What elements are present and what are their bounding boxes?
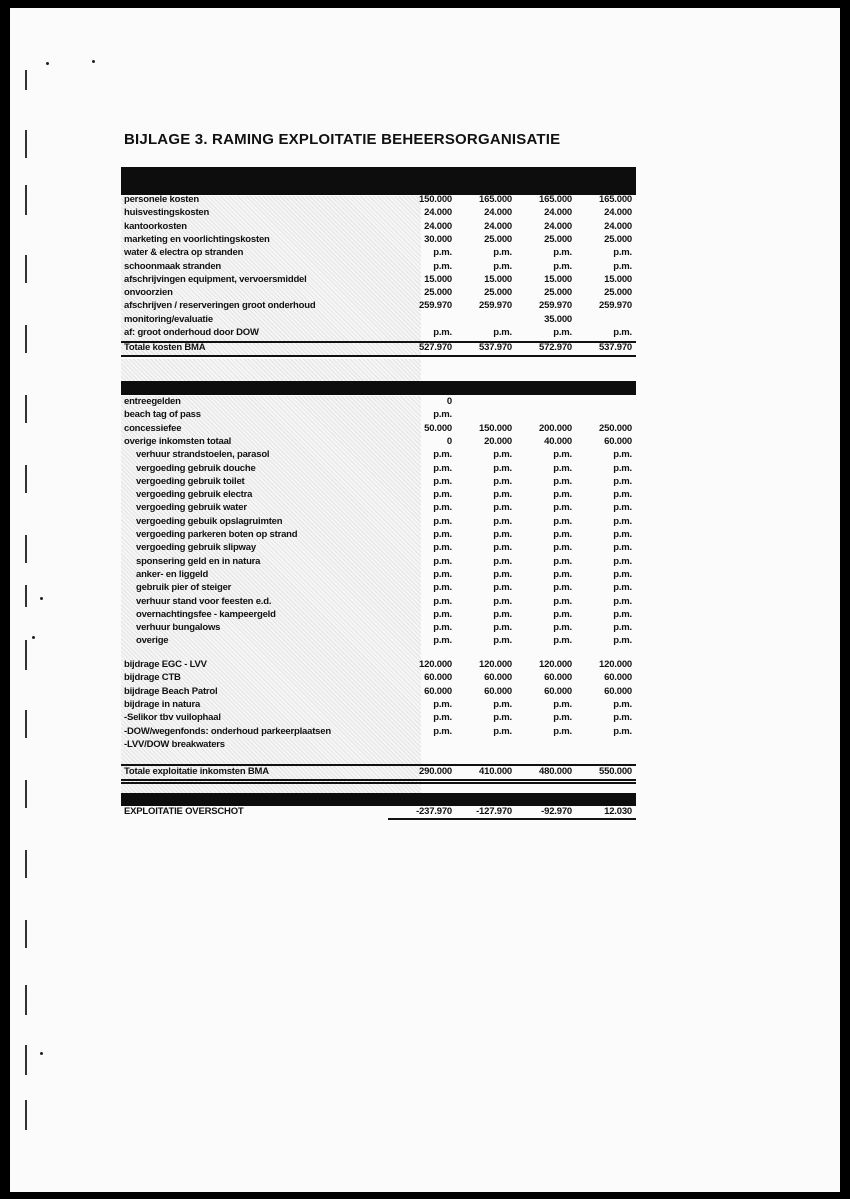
row-value: p.m. [433, 725, 452, 737]
row-value: -92.970 [541, 806, 572, 817]
row-label: af: groot onderhoud door DOW [124, 327, 259, 338]
row-value: p.m. [433, 529, 452, 540]
row-value: p.m. [433, 622, 452, 634]
row-label: entreegelden [124, 396, 181, 407]
row-label: water & electra op stranden [124, 247, 244, 259]
margin-mark [25, 640, 27, 670]
row-value: p.m. [613, 327, 632, 338]
row-value: 60.000 [604, 672, 632, 684]
row-label: vergoeding gebruik toilet [136, 475, 245, 487]
table-row [124, 582, 636, 595]
row-label: anker- en liggeld [136, 568, 209, 580]
row-value: p.m. [493, 635, 512, 647]
row-label: concessiefee [124, 422, 182, 434]
table-row [124, 686, 636, 699]
row-value: p.m. [493, 515, 512, 527]
table-row [124, 449, 636, 462]
row-value: p.m. [493, 725, 512, 737]
row-value: p.m. [493, 608, 512, 620]
row-value: p.m. [493, 489, 512, 501]
shading [121, 359, 421, 381]
row-label: -DOW/wegenfonds: onderhoud parkeerplaatsen [124, 725, 331, 737]
row-value: p.m. [553, 635, 572, 647]
row-label: bijdrage EGC - LVV [124, 659, 207, 670]
row-label: vergoeding gebruik electra [136, 489, 253, 501]
row-label: huisvestingskosten [124, 207, 210, 219]
row-value: 60.000 [424, 672, 452, 684]
row-value: p.m. [553, 555, 572, 567]
margin-mark [25, 325, 27, 353]
row-label: schoonmaak stranden [124, 260, 222, 272]
row-value: p.m. [613, 475, 632, 487]
row-value: p.m. [613, 247, 632, 259]
row-value: p.m. [433, 608, 452, 620]
row-value: 12.030 [604, 806, 632, 817]
row-value: 40.000 [544, 435, 572, 447]
row-value: 24.000 [424, 220, 452, 232]
row-value: p.m. [433, 635, 452, 647]
scan-speck [92, 60, 95, 63]
row-value: 25.000 [544, 233, 572, 245]
margin-mark [25, 395, 27, 423]
row-label: verhuur strandstoelen, parasol [136, 449, 270, 461]
row-value: 25.000 [604, 233, 632, 245]
row-value: 50.000 [424, 422, 452, 434]
row-label: verhuur bungalows [136, 622, 221, 634]
row-value: p.m. [553, 462, 572, 474]
row-value: 0 [446, 396, 452, 407]
row-value: 60.000 [604, 435, 632, 447]
row-value: p.m. [433, 542, 452, 554]
row-value: p.m. [493, 462, 512, 474]
margin-mark [25, 70, 27, 90]
row-value: 120.000 [479, 659, 512, 670]
table-row [124, 194, 636, 207]
row-value: p.m. [553, 542, 572, 554]
row-value: 250.000 [599, 422, 632, 434]
row-label: overige inkomsten totaal [124, 435, 232, 447]
row-value: 537.970 [599, 342, 632, 353]
table-row [124, 327, 636, 340]
table-row [124, 635, 636, 648]
row-label: vergoeding gebruik slipway [136, 542, 256, 554]
row-value: p.m. [553, 489, 572, 501]
row-value: p.m. [613, 260, 632, 272]
row-value: p.m. [433, 462, 452, 474]
margin-mark [25, 1045, 27, 1075]
row-value: p.m. [553, 608, 572, 620]
row-value: p.m. [433, 475, 452, 487]
margin-mark [25, 185, 27, 215]
row-value: p.m. [433, 247, 452, 259]
row-label: EXPLOITATIE OVERSCHOT [124, 806, 244, 817]
margin-mark [25, 850, 27, 878]
table-row [124, 726, 636, 739]
row-value: p.m. [553, 475, 572, 487]
row-value: p.m. [493, 449, 512, 461]
table-row [124, 274, 636, 287]
table-row [124, 436, 636, 449]
row-value: p.m. [553, 698, 572, 710]
row-value: p.m. [553, 725, 572, 737]
row-value: p.m. [433, 502, 452, 514]
row-label: afschrijven / reserveringen groot onderhoud [124, 300, 316, 312]
row-value: p.m. [613, 698, 632, 710]
scan-speck [46, 62, 49, 65]
margin-mark [25, 255, 27, 283]
row-value: 550.000 [599, 766, 632, 777]
row-value: p.m. [613, 515, 632, 527]
row-value: p.m. [433, 582, 452, 594]
income-total-rule [121, 782, 636, 784]
income-total-row [124, 766, 636, 779]
row-value: p.m. [493, 542, 512, 554]
row-value: p.m. [553, 529, 572, 540]
row-value: p.m. [433, 595, 452, 607]
row-value: 60.000 [544, 672, 572, 684]
row-value: p.m. [433, 555, 452, 567]
row-value: 20.000 [484, 435, 512, 447]
row-value: p.m. [613, 635, 632, 647]
row-value: p.m. [553, 568, 572, 580]
row-value: 35.000 [544, 313, 572, 325]
row-value: p.m. [613, 622, 632, 634]
row-value: p.m. [433, 698, 452, 710]
table-row [124, 287, 636, 300]
row-value: 290.000 [419, 766, 452, 777]
scan-speck [32, 636, 35, 639]
row-value: 165.000 [539, 194, 572, 205]
row-value: 15.000 [484, 273, 512, 285]
table-row [124, 476, 636, 489]
row-value: p.m. [613, 725, 632, 737]
row-label: marketing en voorlichtingskosten [124, 233, 270, 245]
row-label: vergoeding parkeren boten op strand [136, 529, 298, 540]
table-row [124, 596, 636, 609]
row-value: p.m. [493, 327, 512, 338]
row-value: p.m. [433, 327, 452, 338]
row-value: p.m. [613, 489, 632, 501]
row-value: 537.970 [479, 342, 512, 353]
row-value: -127.970 [476, 806, 512, 817]
row-label: afschrijvingen equipment, vervoersmiddel [124, 273, 307, 285]
row-value: 150.000 [419, 194, 452, 205]
row-value: 150.000 [479, 422, 512, 434]
table-row [124, 542, 636, 555]
table-row [124, 739, 636, 752]
row-value: p.m. [553, 247, 572, 259]
row-value: p.m. [613, 712, 632, 724]
row-value: p.m. [613, 568, 632, 580]
row-value: 24.000 [484, 220, 512, 232]
row-label: kantoorkosten [124, 220, 187, 232]
scan-speck [40, 1052, 43, 1055]
row-value: 24.000 [424, 207, 452, 219]
costs-total-rule [121, 355, 636, 357]
table-row [124, 489, 636, 502]
table-row [124, 569, 636, 582]
table-row [124, 261, 636, 274]
row-value: p.m. [493, 698, 512, 710]
row-value: p.m. [493, 260, 512, 272]
row-value: 259.970 [539, 300, 572, 312]
table-row [124, 529, 636, 542]
row-value: 572.970 [539, 342, 572, 353]
table-row [124, 247, 636, 260]
row-value: p.m. [613, 555, 632, 567]
row-value: 15.000 [424, 273, 452, 285]
row-label: beach tag of pass [124, 409, 201, 421]
margin-mark [25, 130, 27, 158]
row-label: gebruik pier of steiger [136, 582, 232, 594]
row-label: sponsering geld en in natura [136, 555, 261, 567]
row-value: p.m. [553, 595, 572, 607]
table-row [124, 423, 636, 436]
row-value: p.m. [433, 409, 452, 421]
row-value: 410.000 [479, 766, 512, 777]
margin-mark [25, 585, 27, 607]
row-label: Totale kosten BMA [124, 342, 206, 353]
table-row [124, 234, 636, 247]
row-value: 120.000 [599, 659, 632, 670]
row-value: 480.000 [539, 766, 572, 777]
costs-header-bar [121, 167, 636, 195]
row-value: p.m. [553, 449, 572, 461]
row-value: 24.000 [604, 207, 632, 219]
row-value: p.m. [493, 582, 512, 594]
row-value: 259.970 [599, 300, 632, 312]
table-row [124, 221, 636, 234]
table-row [124, 300, 636, 313]
row-label: vergoeding gebuik opslagruimten [136, 515, 283, 527]
row-value: 30.000 [424, 233, 452, 245]
table-row [124, 672, 636, 685]
table-row [124, 409, 636, 422]
table-row [124, 314, 636, 327]
row-value: 120.000 [419, 659, 452, 670]
row-value: p.m. [613, 582, 632, 594]
row-label: monitoring/evaluatie [124, 313, 213, 325]
row-value: 24.000 [544, 207, 572, 219]
row-value: p.m. [493, 595, 512, 607]
table-row [124, 556, 636, 569]
row-value: 25.000 [604, 287, 632, 299]
row-label: Totale exploitatie inkomsten BMA [124, 766, 269, 777]
row-value: p.m. [493, 502, 512, 514]
income-header-bar [121, 381, 636, 395]
surplus-header-bar [121, 793, 636, 806]
table-row [124, 396, 636, 409]
row-value: 25.000 [484, 233, 512, 245]
surplus-rule [388, 818, 636, 820]
row-label: -Selikor tbv vuilophaal [124, 712, 221, 724]
table-row [124, 659, 636, 672]
row-value: 165.000 [599, 194, 632, 205]
row-value: p.m. [553, 502, 572, 514]
row-value: 259.970 [479, 300, 512, 312]
row-value: 60.000 [544, 685, 572, 697]
row-value: 25.000 [544, 287, 572, 299]
row-value: p.m. [493, 712, 512, 724]
row-value: p.m. [433, 489, 452, 501]
row-label: onvoorzien [124, 287, 173, 299]
margin-mark [25, 920, 27, 948]
row-value: p.m. [553, 582, 572, 594]
costs-total-row [124, 342, 636, 355]
row-value: 60.000 [424, 685, 452, 697]
income-total-rule [121, 764, 636, 766]
row-value: p.m. [613, 449, 632, 461]
row-value: p.m. [553, 622, 572, 634]
row-value: p.m. [553, 515, 572, 527]
row-value: 25.000 [484, 287, 512, 299]
row-value: p.m. [613, 542, 632, 554]
margin-mark [25, 985, 27, 1015]
row-value: p.m. [613, 502, 632, 514]
row-label: bijdrage Beach Patrol [124, 685, 218, 697]
row-value: p.m. [613, 529, 632, 540]
table-row [124, 622, 636, 635]
row-label: vergoeding gebruik douche [136, 462, 256, 474]
row-value: 24.000 [604, 220, 632, 232]
row-value: p.m. [493, 475, 512, 487]
table-row [124, 463, 636, 476]
row-value: p.m. [493, 529, 512, 540]
row-label: personele kosten [124, 194, 199, 205]
table-row [124, 207, 636, 220]
row-value: p.m. [553, 712, 572, 724]
page-title: BIJLAGE 3. RAMING EXPLOITATIE BEHEERSORGANISATIE [124, 131, 561, 148]
row-value: 15.000 [544, 273, 572, 285]
margin-mark [25, 1100, 27, 1130]
margin-mark [25, 710, 27, 738]
row-value: p.m. [613, 462, 632, 474]
income-total-rule [121, 779, 636, 781]
row-value: p.m. [613, 595, 632, 607]
table-row [124, 516, 636, 529]
row-value: p.m. [433, 260, 452, 272]
row-label: verhuur stand voor feesten e.d. [136, 595, 272, 607]
row-value: p.m. [613, 608, 632, 620]
row-value: 259.970 [419, 300, 452, 312]
margin-mark [25, 780, 27, 808]
row-value: p.m. [553, 260, 572, 272]
row-value: p.m. [433, 515, 452, 527]
row-value: 24.000 [484, 207, 512, 219]
row-label: overige [136, 635, 169, 647]
table-row [124, 502, 636, 515]
row-label: overnachtingsfee - kampeergeld [136, 608, 276, 620]
table-row [124, 609, 636, 622]
row-value: 0 [446, 435, 452, 447]
row-value: -237.970 [416, 806, 452, 817]
row-value: 24.000 [544, 220, 572, 232]
row-value: p.m. [493, 622, 512, 634]
row-label: bijdrage CTB [124, 672, 181, 684]
margin-mark [25, 535, 27, 563]
row-value: p.m. [493, 555, 512, 567]
row-value: 200.000 [539, 422, 572, 434]
row-value: p.m. [433, 712, 452, 724]
scan-speck [40, 597, 43, 600]
row-value: p.m. [433, 449, 452, 461]
row-label: bijdrage in natura [124, 698, 201, 710]
row-value: 60.000 [604, 685, 632, 697]
row-value: p.m. [493, 568, 512, 580]
row-label: -LVV/DOW breakwaters [124, 738, 225, 750]
row-value: 165.000 [479, 194, 512, 205]
row-value: 527.970 [419, 342, 452, 353]
table-row [124, 712, 636, 725]
row-value: 60.000 [484, 672, 512, 684]
row-label: vergoeding gebruik water [136, 502, 247, 514]
row-value: 60.000 [484, 685, 512, 697]
table-row [124, 699, 636, 712]
row-value: p.m. [493, 247, 512, 259]
row-value: 15.000 [604, 273, 632, 285]
row-value: 120.000 [539, 659, 572, 670]
costs-total-rule [121, 341, 636, 343]
row-value: 25.000 [424, 287, 452, 299]
margin-mark [25, 465, 27, 493]
row-value: p.m. [433, 568, 452, 580]
row-value: p.m. [553, 327, 572, 338]
